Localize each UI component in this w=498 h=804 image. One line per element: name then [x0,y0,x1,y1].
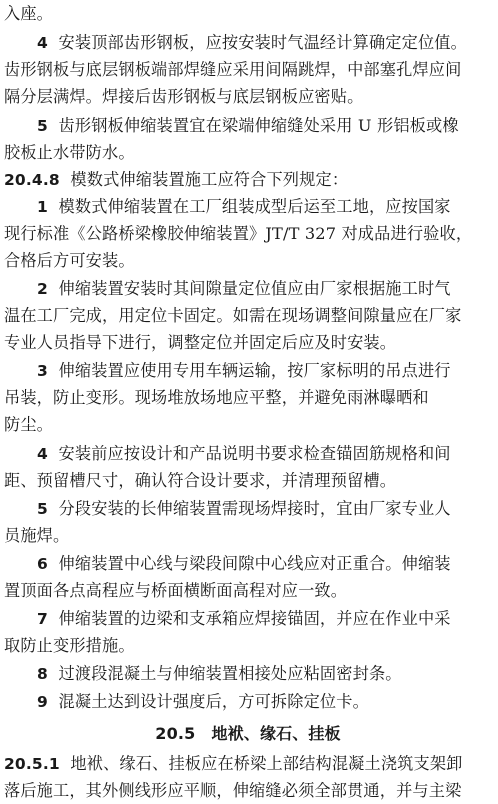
clause-20-5-1-line-1: 20.5.1 地袱、缘石、挂板应在桥梁上部结构混凝土浇筑支架卸 [4,754,463,773]
item-4-line-2: 齿形钢板与底层钢板端部焊缝应采用间隔跳焊，中部塞孔焊应间 [4,60,462,79]
item-2-line-1: 2 伸缩装置安装时其间隙量定位值应由厂家根据施工时气 [37,279,451,298]
section-heading: 20.5 地袱、缘石、挂板 [155,724,341,743]
clause-20-5-1-line-2: 落后施工，其外侧线形应平顺，伸缩缝必须全部贯通，并与主梁 [4,781,462,800]
item-3-line-1: 3 伸缩装置应使用专用车辆运输，按厂家标明的吊点进行 [37,361,451,380]
item-7-line-1: 7 伸缩装置的边梁和支承箱应焊接锚固，并应在作业中采 [37,609,451,628]
item-4b-line-2: 距、预留槽尺寸，确认符合设计要求，并清理预留槽。 [4,471,397,490]
item-4-line-3: 隔分层满焊。焊接后齿形钢板与底层钢板应密贴。 [4,87,364,106]
item-6-line-1: 6 伸缩装置中心线与梁段间隙中心线应对正重合。伸缩装 [37,554,451,573]
item-3-line-3: 防尘。 [4,415,54,434]
item-8-line-1: 8 过渡段混凝土与伸缩装置相接处应粘固密封条。 [37,664,402,683]
item-3-line-2: 吊装，防止变形。现场堆放场地应平整，并避免雨淋曝晒和 [4,388,429,407]
text-line-1: 入座。 [4,4,54,23]
item-2-line-3: 专业人员指导下进行，调整定位并固定后应及时安装。 [4,333,397,352]
item-9-line-1: 9 混凝土达到设计强度后，方可拆除定位卡。 [37,692,369,711]
item-5b-line-2: 员施焊。 [4,526,70,545]
clause-20-4-8: 20.4.8 模数式伸缩装置施工应符合下列规定： [4,170,349,189]
item-2-line-2: 温在工厂完成，用定位卡固定。如需在现场调整间隙量应在厂家 [4,306,462,325]
item-4b-line-1: 4 安装前应按设计和产品说明书要求检查锚固筋规格和间 [37,444,451,463]
item-7-line-2: 取防止变形措施。 [4,636,135,655]
item-1-line-2: 现行标准《公路桥梁橡胶伸缩装置》JT/T 327 对成品进行验收， [4,224,473,243]
item-1-line-3: 合格后方可安装。 [4,251,135,270]
item-6-line-2: 置顶面各点高程应与桥面横断面高程对应一致。 [4,581,348,600]
item-5-line-1: 5 齿形钢板伸缩装置宜在梁端伸缩缝处采用 U 形铝板或橡 [37,116,459,135]
item-5b-line-1: 5 分段安装的长伸缩装置需现场焊接时，宜由厂家专业人 [37,499,451,518]
item-1-line-1: 1 模数式伸缩装置在工厂组装成型后运至工地，应按国家 [37,197,451,216]
item-5-line-2: 胶板止水带防水。 [4,143,135,162]
item-4-line-1: 4 安装顶部齿形钢板，应按安装时气温经计算确定定位值。 [37,33,467,52]
